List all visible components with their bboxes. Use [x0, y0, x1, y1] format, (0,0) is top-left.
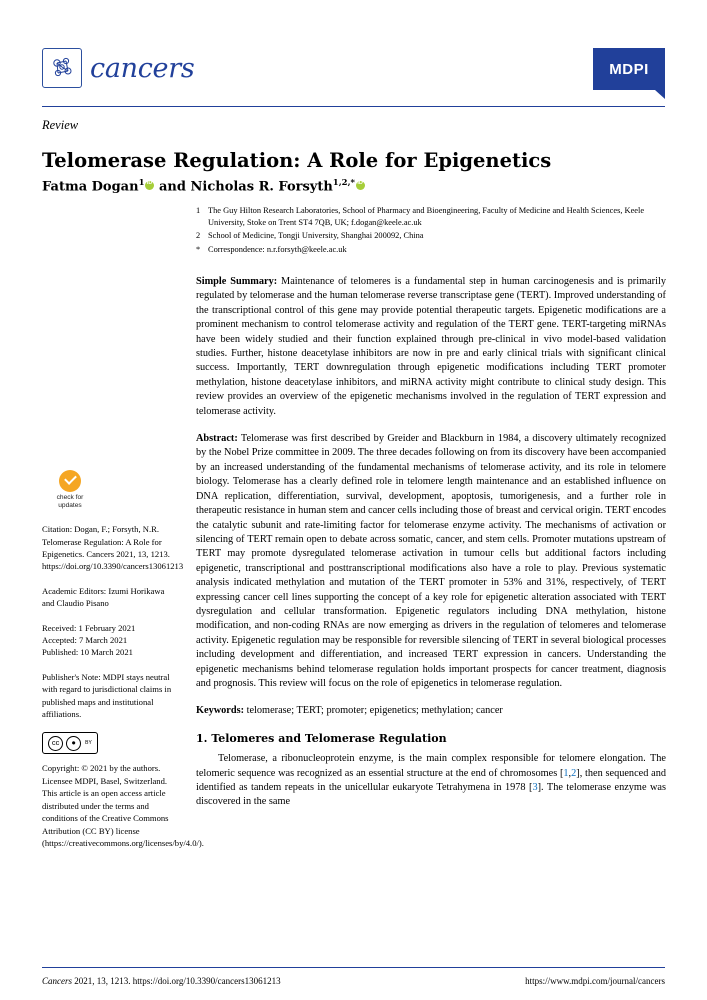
- affiliation-marker: 1: [196, 206, 201, 215]
- citation-block: Citation: Dogan, F.; Forsyth, N.R. Telomerase Regulation: A Role for Epigenetics. Cancers 2021, 13, 1213. https://doi.org/10.3390/cancers13061213: [42, 524, 184, 572]
- creative-commons-icon: [42, 732, 98, 754]
- check-updates-line-2: updates: [58, 501, 82, 509]
- citation-link-2[interactable]: 2: [571, 767, 577, 779]
- copyright-block: Copyright: © 2021 by the authors. Licensee MDPI, Basel, Switzerland. This article is an open access article distributed under the terms and conditions of the Creative Commons Attribution (CC BY) license (https://creativecommons.org/licenses/by/4.0/).: [42, 763, 204, 848]
- dates-published: Published: 10 March 2021: [42, 647, 133, 658]
- cc-by-label: BY: [85, 740, 92, 747]
- affiliation-text: The Guy Hilton Research Laboratories, School of Pharmacy and Bioengineering, Faculty of Medicine and Health Sciences, Keele University, Stoke on Trent ST4 7QB, UK; f.dogan@keele.ac.uk: [208, 206, 645, 228]
- simple-summary-paragraph: [196, 275, 666, 419]
- citation-link-3[interactable]: 3: [532, 782, 538, 793]
- author-separator: and Nicholas R. Forsyth: [154, 179, 333, 195]
- footer: [42, 976, 665, 986]
- correspondence-text: Correspondence: n.r.forsyth@keele.ac.uk: [208, 244, 347, 254]
- affiliation-item: [196, 205, 666, 229]
- keywords-paragraph: [196, 704, 666, 718]
- affiliation-marker: *: [196, 244, 201, 254]
- academic-editors: Academic Editors: Izumi Horikawa and Claudio Pisano: [42, 585, 165, 609]
- paragraph-part-1: Telomerase, a ribonucleoprotein enzyme, is the main complex responsible for telomere elongation. The telomeric sequence was recognized as an essential structure at the end of chromosomes [: [196, 753, 666, 779]
- keywords-text: telomerase; TERT; promoter; epigenetics; methylation; cancer: [244, 705, 503, 717]
- main-content: [196, 275, 666, 823]
- dates-received: Received: 1 February 2021: [42, 622, 136, 633]
- affiliations: [196, 205, 666, 257]
- journal-title: cancers: [90, 52, 195, 84]
- mdpi-label: MDPI: [609, 60, 649, 78]
- journal-logo: [42, 48, 194, 88]
- paragraph-part-3: ]. The telomerase enzyme was discovered in the same: [196, 782, 667, 808]
- abstract-label: Abstract:: [196, 433, 238, 445]
- orcid-icon[interactable]: [356, 181, 365, 190]
- keywords-label: Keywords:: [196, 705, 245, 717]
- author-2-affiliation-marker: 1,2,*: [332, 178, 355, 188]
- article-type: Review: [42, 118, 79, 132]
- footer-journal-url[interactable]: https://www.mdpi.com/journal/cancers: [525, 976, 665, 986]
- check-for-updates-badge[interactable]: [42, 470, 98, 509]
- section-heading: 1. Telomeres and Telomerase Regulation: [196, 731, 447, 745]
- checkmark-icon: [59, 470, 81, 492]
- mdpi-corner-shape: [655, 90, 665, 99]
- cc-by-person-icon: ●: [66, 736, 81, 751]
- author-1-affiliation-marker: 1: [138, 178, 145, 188]
- abstract-paragraph: [196, 432, 666, 691]
- mdpi-logo: [593, 48, 665, 90]
- simple-summary-text: Maintenance of telomeres is a fundamental step in human carcinogenesis and is primarily regulated by telomerase and the human telomerase reverse transcriptase gene (TERT). Improved understanding of the transcriptional control of this gene may provide potential therapeutic targets. Epigenetic modifications are a prominent mechanism to control telomerase activity and regulation of the TERT gene. TERT-targeting miRNAs have been widely studied and their function explained through pre-clinical in vivo model-based validation studies. Further, histone deacetylase inhibitors are now in pre and early clinical trials with significant clinical success. Importantly, TERT downregulation through epigenetic modifications including TERT promoter methylation, histone deacetylase inhibitors, and miRNA activity might contribute to clinical study design. This review provides an overview of the epigenetic mechanisms involved in the regulation of TERT expression and telomerase activity.: [196, 276, 666, 417]
- footer-citation: [42, 976, 281, 986]
- paragraph-part-2: ], then sequenced and identified as tandem repeats in the unicellular eukaryote Tetrahymena in 1978 [: [196, 767, 666, 793]
- author-list: [42, 178, 652, 194]
- header-divider: [42, 106, 665, 107]
- footer-divider: [42, 967, 665, 968]
- sidebar: [42, 470, 204, 861]
- publishers-note: Publisher's Note: MDPI stays neutral with regard to jurisdictional claims in published maps and institutional affiliations.: [42, 671, 172, 720]
- molecule-icon: [42, 48, 82, 88]
- footer-journal-name: Cancers: [42, 976, 72, 986]
- dates-accepted: Accepted: 7 March 2021: [42, 635, 128, 646]
- masthead: [42, 48, 665, 104]
- cc-circle-icon: cc: [48, 736, 63, 751]
- citation-link-1[interactable]: 1: [563, 767, 569, 779]
- affiliation-item: [196, 230, 666, 242]
- author-1-name: Fatma Dogan: [42, 179, 139, 195]
- affiliation-marker: 2: [196, 231, 201, 241]
- citation-separator: ,: [568, 767, 572, 779]
- page-title: Telomerase Regulation: A Role for Epigenetics: [42, 149, 552, 173]
- simple-summary-label: Simple Summary:: [196, 276, 278, 287]
- section-paragraph: [196, 752, 666, 810]
- affiliation-item: [196, 244, 666, 256]
- check-updates-line-1: check for: [56, 494, 84, 501]
- footer-citation-rest: 2021, 13, 1213. https://doi.org/10.3390/cancers13061213: [72, 976, 281, 986]
- abstract-text: Telomerase was first described by Greider and Blackburn in 1984, a discovery ultimately recognized by the Nobel Prize committee in 2009. The three decades following on from its discovery have been accompanied by an increased understanding of the fundamental mechanisms of telomerase activity, and its role in telomere biology. Telomerase has a clearly defined role in telomere length maintenance and an established influence on DNA replication, differentiation, survival, development, apoptosis, tumorigenesis, and a further role in therapeutic resistance in human stem and cancer cells including those of breast and cervical origin. TERT encodes the catalytic subunit and rate-limiting factor for telomerase enzyme activity. The mechanisms of activation or silencing of TERT remain open to debate across somatic, cancer, and stem cells. Promoter mutations upstream of TERT may promote dysregulated telomerase activation in tumour cells but additional factors including epigenetic, transcriptional and posttranscriptional modifications also have a role to play. Previous systematic analysis indicated methylation and mutation of the TERT promoter in 53% and 31%, respectively, of TERT expressing cancer cell lines supporting the concept of a key role for epigenetic alteration associated with TERT dysregulation and cellular transformation. Epigenetic regulators including DNA methylation, histone modification, and non-coding RNAs are now emerging as drivers in the regulation of telomeres and telomerase activity. Epigenetic regulation may be responsible for reversible silencing of TERT in several biological processes including development and differentiation, and increased TERT expression in cancers. Understanding the epigenetic mechanisms behind telomerase regulation holds important prospects for cancer treatment, diagnosis and prognosis. This review will focus on the role of epigenetics in telomerase regulation.: [196, 433, 666, 689]
- affiliation-text: School of Medicine, Tongji University, Shanghai 200092, China: [208, 231, 424, 241]
